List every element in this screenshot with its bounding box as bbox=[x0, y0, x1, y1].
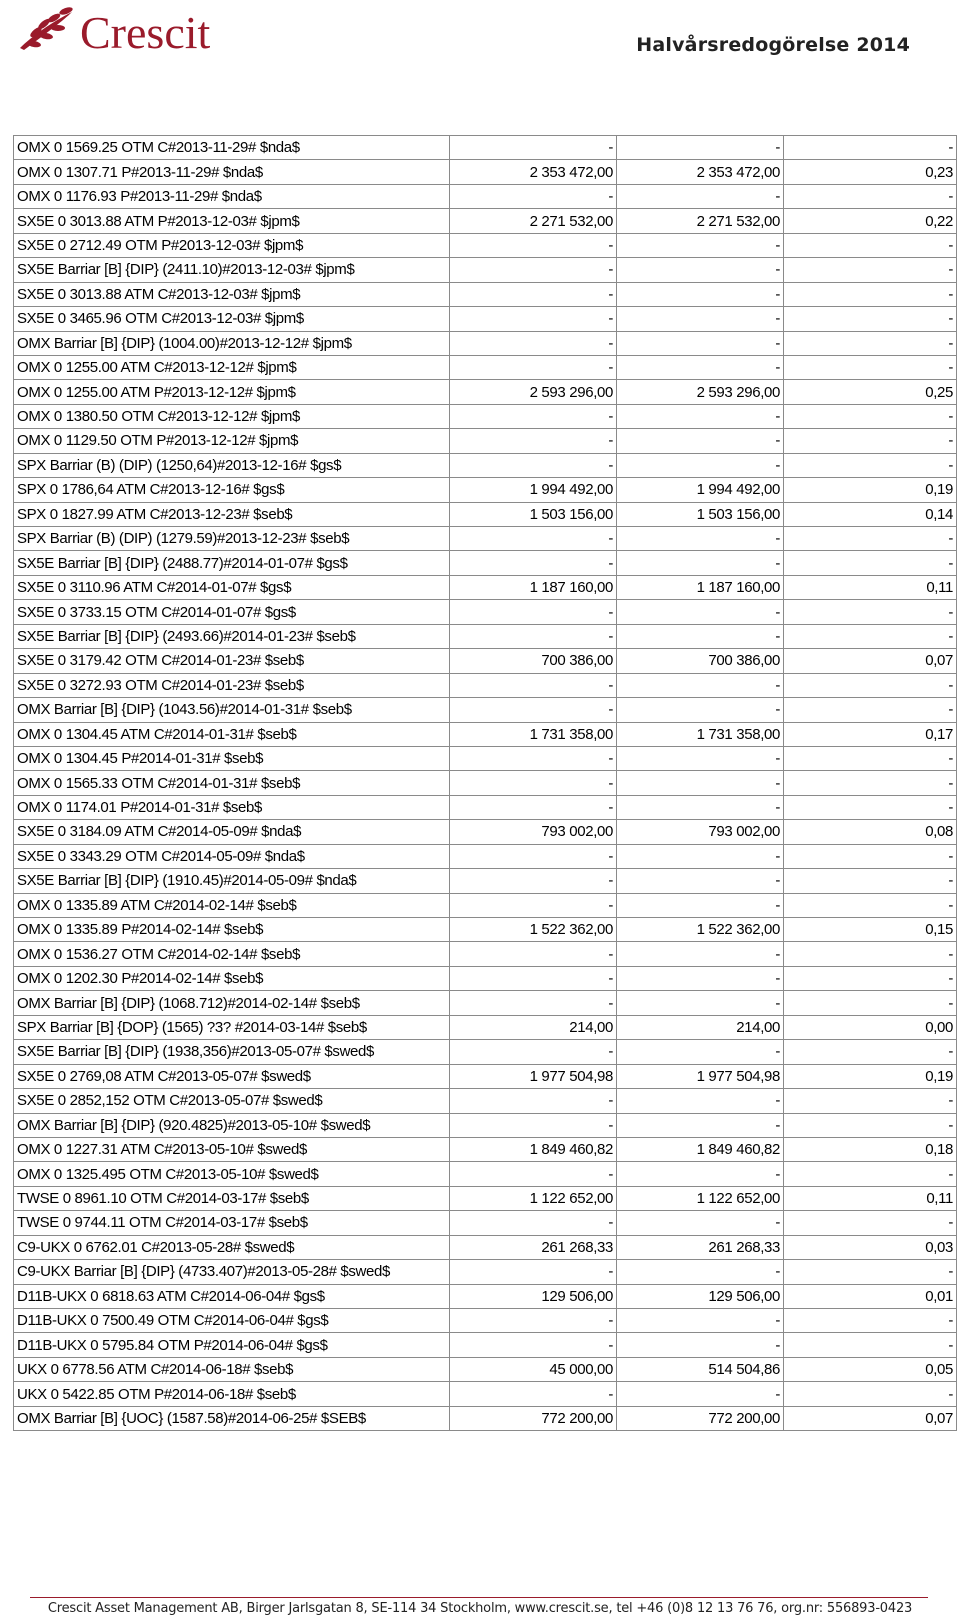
percent-cell: 0,19 bbox=[784, 1064, 957, 1088]
table-row bbox=[14, 600, 957, 624]
value-cell: 2 271 532,00 bbox=[450, 209, 617, 233]
percent-cell: - bbox=[784, 1382, 957, 1406]
market-value-cell: 1 849 460,82 bbox=[617, 1137, 784, 1161]
instrument-cell: OMX 0 1202.30 P#2014-02-14# $seb$ bbox=[14, 966, 450, 990]
value-cell: 1 849 460,82 bbox=[450, 1137, 617, 1161]
percent-cell: 0,03 bbox=[784, 1235, 957, 1259]
table-row bbox=[14, 282, 957, 306]
market-value-cell: - bbox=[617, 869, 784, 893]
table-row bbox=[14, 820, 957, 844]
market-value-cell: 261 268,33 bbox=[617, 1235, 784, 1259]
value-cell: 772 200,00 bbox=[450, 1406, 617, 1430]
table-row bbox=[14, 1309, 957, 1333]
table-row bbox=[14, 502, 957, 526]
table-row bbox=[14, 1015, 957, 1039]
table-row bbox=[14, 991, 957, 1015]
instrument-cell: OMX 0 1380.50 OTM C#2013-12-12# $jpm$ bbox=[14, 404, 450, 428]
market-value-cell: 1 187 160,00 bbox=[617, 575, 784, 599]
instrument-cell: SPX 0 1827.99 ATM C#2013-12-23# $seb$ bbox=[14, 502, 450, 526]
instrument-cell: SX5E 0 3179.42 OTM C#2014-01-23# $seb$ bbox=[14, 649, 450, 673]
table-row bbox=[14, 1064, 957, 1088]
market-value-cell: 1 522 362,00 bbox=[617, 918, 784, 942]
percent-cell: - bbox=[784, 527, 957, 551]
value-cell: - bbox=[450, 429, 617, 453]
percent-cell: - bbox=[784, 404, 957, 428]
market-value-cell: - bbox=[617, 624, 784, 648]
instrument-cell: OMX 0 1536.27 OTM C#2014-02-14# $seb$ bbox=[14, 942, 450, 966]
percent-cell: - bbox=[784, 624, 957, 648]
market-value-cell: - bbox=[617, 698, 784, 722]
holdings-table-body bbox=[14, 136, 957, 1431]
percent-cell: 0,18 bbox=[784, 1137, 957, 1161]
percent-cell: 0,11 bbox=[784, 1186, 957, 1210]
value-cell: - bbox=[450, 1211, 617, 1235]
table-row bbox=[14, 624, 957, 648]
market-value-cell: - bbox=[617, 355, 784, 379]
company-logo bbox=[14, 2, 274, 62]
percent-cell: 0,01 bbox=[784, 1284, 957, 1308]
value-cell: - bbox=[450, 795, 617, 819]
percent-cell: - bbox=[784, 1211, 957, 1235]
instrument-cell: UKX 0 5422.85 OTM P#2014-06-18# $seb$ bbox=[14, 1382, 450, 1406]
table-row bbox=[14, 1113, 957, 1137]
instrument-cell: SX5E 0 3110.96 ATM C#2014-01-07# $gs$ bbox=[14, 575, 450, 599]
percent-cell: 0,07 bbox=[784, 1406, 957, 1430]
value-cell: - bbox=[450, 453, 617, 477]
percent-cell: - bbox=[784, 1260, 957, 1284]
value-cell: 793 002,00 bbox=[450, 820, 617, 844]
instrument-cell: SX5E 0 3465.96 OTM C#2013-12-03# $jpm$ bbox=[14, 307, 450, 331]
instrument-cell: OMX 0 1129.50 OTM P#2013-12-12# $jpm$ bbox=[14, 429, 450, 453]
percent-cell: - bbox=[784, 991, 957, 1015]
value-cell: - bbox=[450, 1089, 617, 1113]
value-cell: - bbox=[450, 698, 617, 722]
value-cell: - bbox=[450, 771, 617, 795]
value-cell: 1 977 504,98 bbox=[450, 1064, 617, 1088]
percent-cell: - bbox=[784, 1089, 957, 1113]
instrument-cell: OMX 0 1304.45 P#2014-01-31# $seb$ bbox=[14, 746, 450, 770]
market-value-cell: 214,00 bbox=[617, 1015, 784, 1039]
percent-cell: 0,14 bbox=[784, 502, 957, 526]
value-cell: 261 268,33 bbox=[450, 1235, 617, 1259]
market-value-cell: - bbox=[617, 527, 784, 551]
percent-cell: - bbox=[784, 844, 957, 868]
market-value-cell: - bbox=[617, 307, 784, 331]
table-row bbox=[14, 942, 957, 966]
value-cell: - bbox=[450, 404, 617, 428]
percent-cell: - bbox=[784, 331, 957, 355]
value-cell: - bbox=[450, 551, 617, 575]
value-cell: 1 122 652,00 bbox=[450, 1186, 617, 1210]
value-cell: 129 506,00 bbox=[450, 1284, 617, 1308]
instrument-cell: SX5E Barriar [B] {DIP} (2488.77)#2014-01-07# $gs$ bbox=[14, 551, 450, 575]
table-row bbox=[14, 160, 957, 184]
market-value-cell: - bbox=[617, 136, 784, 160]
table-row bbox=[14, 673, 957, 697]
value-cell: - bbox=[450, 331, 617, 355]
market-value-cell: 1 503 156,00 bbox=[617, 502, 784, 526]
table-row bbox=[14, 1089, 957, 1113]
value-cell: - bbox=[450, 893, 617, 917]
percent-cell: 0,08 bbox=[784, 820, 957, 844]
market-value-cell: - bbox=[617, 429, 784, 453]
instrument-cell: SX5E 0 3013.88 ATM P#2013-12-03# $jpm$ bbox=[14, 209, 450, 233]
table-row bbox=[14, 893, 957, 917]
table-row bbox=[14, 551, 957, 575]
instrument-cell: D11B-UKX 0 5795.84 OTM P#2014-06-04# $gs$ bbox=[14, 1333, 450, 1357]
value-cell: - bbox=[450, 1113, 617, 1137]
value-cell: - bbox=[450, 1162, 617, 1186]
market-value-cell: - bbox=[617, 1382, 784, 1406]
market-value-cell: - bbox=[617, 673, 784, 697]
market-value-cell: 2 271 532,00 bbox=[617, 209, 784, 233]
market-value-cell: - bbox=[617, 795, 784, 819]
instrument-cell: C9-UKX Barriar [B] {DIP} (4733.407)#2013-05-28# $swed$ bbox=[14, 1260, 450, 1284]
percent-cell: - bbox=[784, 233, 957, 257]
table-row bbox=[14, 1357, 957, 1381]
percent-cell: - bbox=[784, 551, 957, 575]
value-cell: 2 593 296,00 bbox=[450, 380, 617, 404]
instrument-cell: OMX 0 1569.25 OTM C#2013-11-29# $nda$ bbox=[14, 136, 450, 160]
market-value-cell: - bbox=[617, 771, 784, 795]
instrument-cell: OMX 0 1174.01 P#2014-01-31# $seb$ bbox=[14, 795, 450, 819]
value-cell: - bbox=[450, 136, 617, 160]
value-cell: 45 000,00 bbox=[450, 1357, 617, 1381]
instrument-cell: SPX Barriar (B) (DIP) (1250,64)#2013-12-16# $gs$ bbox=[14, 453, 450, 477]
instrument-cell: SX5E 0 2852,152 OTM C#2013-05-07# $swed$ bbox=[14, 1089, 450, 1113]
value-cell: 1 731 358,00 bbox=[450, 722, 617, 746]
percent-cell: - bbox=[784, 771, 957, 795]
table-row bbox=[14, 1333, 957, 1357]
percent-cell: - bbox=[784, 869, 957, 893]
market-value-cell: - bbox=[617, 258, 784, 282]
table-row bbox=[14, 478, 957, 502]
market-value-cell: - bbox=[617, 1309, 784, 1333]
table-row bbox=[14, 746, 957, 770]
value-cell: - bbox=[450, 1040, 617, 1064]
instrument-cell: SX5E 0 2769,08 ATM C#2013-05-07# $swed$ bbox=[14, 1064, 450, 1088]
table-row bbox=[14, 184, 957, 208]
percent-cell: - bbox=[784, 1113, 957, 1137]
logo-text: Crescit bbox=[80, 7, 211, 58]
instrument-cell: SX5E Barriar [B] {DIP} (1938,356)#2013-05-07# $swed$ bbox=[14, 1040, 450, 1064]
percent-cell: 0,05 bbox=[784, 1357, 957, 1381]
value-cell: - bbox=[450, 844, 617, 868]
value-cell: - bbox=[450, 1309, 617, 1333]
percent-cell: 0,22 bbox=[784, 209, 957, 233]
table-row bbox=[14, 575, 957, 599]
market-value-cell: - bbox=[617, 746, 784, 770]
crescit-logo-icon bbox=[14, 2, 274, 62]
table-row bbox=[14, 1162, 957, 1186]
percent-cell: - bbox=[784, 746, 957, 770]
table-row bbox=[14, 1382, 957, 1406]
table-row bbox=[14, 844, 957, 868]
market-value-cell: 1 122 652,00 bbox=[617, 1186, 784, 1210]
instrument-cell: SPX Barriar [B] {DOP} (1565) ?3? #2014-03-14# $seb$ bbox=[14, 1015, 450, 1039]
percent-cell: - bbox=[784, 258, 957, 282]
table-row bbox=[14, 771, 957, 795]
value-cell: - bbox=[450, 1333, 617, 1357]
percent-cell: - bbox=[784, 1309, 957, 1333]
instrument-cell: D11B-UKX 0 6818.63 ATM C#2014-06-04# $gs$ bbox=[14, 1284, 450, 1308]
instrument-cell: OMX Barriar [B] {DIP} (1004.00)#2013-12-12# $jpm$ bbox=[14, 331, 450, 355]
table-row bbox=[14, 331, 957, 355]
percent-cell: - bbox=[784, 453, 957, 477]
table-row bbox=[14, 380, 957, 404]
market-value-cell: - bbox=[617, 1113, 784, 1137]
market-value-cell: 700 386,00 bbox=[617, 649, 784, 673]
value-cell: - bbox=[450, 600, 617, 624]
instrument-cell: SPX 0 1786,64 ATM C#2013-12-16# $gs$ bbox=[14, 478, 450, 502]
market-value-cell: - bbox=[617, 600, 784, 624]
percent-cell: - bbox=[784, 600, 957, 624]
table-row bbox=[14, 1260, 957, 1284]
table-row bbox=[14, 1186, 957, 1210]
market-value-cell: - bbox=[617, 184, 784, 208]
instrument-cell: OMX 0 1255.00 ATM C#2013-12-12# $jpm$ bbox=[14, 355, 450, 379]
value-cell: 214,00 bbox=[450, 1015, 617, 1039]
footer-divider bbox=[30, 1597, 928, 1598]
table-row bbox=[14, 307, 957, 331]
table-row bbox=[14, 453, 957, 477]
value-cell: - bbox=[450, 258, 617, 282]
table-row bbox=[14, 722, 957, 746]
value-cell: - bbox=[450, 355, 617, 379]
market-value-cell: - bbox=[617, 966, 784, 990]
instrument-cell: OMX 0 1335.89 ATM C#2014-02-14# $seb$ bbox=[14, 893, 450, 917]
market-value-cell: 793 002,00 bbox=[617, 820, 784, 844]
table-row bbox=[14, 918, 957, 942]
value-cell: - bbox=[450, 184, 617, 208]
value-cell: - bbox=[450, 307, 617, 331]
value-cell: - bbox=[450, 527, 617, 551]
market-value-cell: - bbox=[617, 233, 784, 257]
market-value-cell: 129 506,00 bbox=[617, 1284, 784, 1308]
market-value-cell: 1 977 504,98 bbox=[617, 1064, 784, 1088]
instrument-cell: SX5E 0 3013.88 ATM C#2013-12-03# $jpm$ bbox=[14, 282, 450, 306]
instrument-cell: SX5E 0 3272.93 OTM C#2014-01-23# $seb$ bbox=[14, 673, 450, 697]
percent-cell: 0,07 bbox=[784, 649, 957, 673]
percent-cell: 0,25 bbox=[784, 380, 957, 404]
market-value-cell: - bbox=[617, 282, 784, 306]
value-cell: - bbox=[450, 1382, 617, 1406]
percent-cell: 0,23 bbox=[784, 160, 957, 184]
table-row bbox=[14, 429, 957, 453]
instrument-cell: OMX 0 1335.89 P#2014-02-14# $seb$ bbox=[14, 918, 450, 942]
market-value-cell: 2 593 296,00 bbox=[617, 380, 784, 404]
instrument-cell: OMX Barriar [B] {DIP} (920.4825)#2013-05-10# $swed$ bbox=[14, 1113, 450, 1137]
table-row bbox=[14, 258, 957, 282]
percent-cell: - bbox=[784, 355, 957, 379]
value-cell: 1 503 156,00 bbox=[450, 502, 617, 526]
instrument-cell: D11B-UKX 0 7500.49 OTM C#2014-06-04# $gs$ bbox=[14, 1309, 450, 1333]
instrument-cell: OMX 0 1227.31 ATM C#2013-05-10# $swed$ bbox=[14, 1137, 450, 1161]
table-row bbox=[14, 649, 957, 673]
instrument-cell: OMX 0 1304.45 ATM C#2014-01-31# $seb$ bbox=[14, 722, 450, 746]
market-value-cell: 1 994 492,00 bbox=[617, 478, 784, 502]
instrument-cell: OMX 0 1176.93 P#2013-11-29# $nda$ bbox=[14, 184, 450, 208]
percent-cell: - bbox=[784, 795, 957, 819]
percent-cell: - bbox=[784, 307, 957, 331]
percent-cell: - bbox=[784, 184, 957, 208]
table-row bbox=[14, 233, 957, 257]
instrument-cell: OMX 0 1325.495 OTM C#2013-05-10# $swed$ bbox=[14, 1162, 450, 1186]
percent-cell: 0,19 bbox=[784, 478, 957, 502]
percent-cell: - bbox=[784, 673, 957, 697]
value-cell: 1 994 492,00 bbox=[450, 478, 617, 502]
market-value-cell: - bbox=[617, 1333, 784, 1357]
table-row bbox=[14, 1235, 957, 1259]
percent-cell: - bbox=[784, 1333, 957, 1357]
market-value-cell: - bbox=[617, 844, 784, 868]
table-row bbox=[14, 1406, 957, 1430]
table-row bbox=[14, 355, 957, 379]
value-cell: - bbox=[450, 966, 617, 990]
market-value-cell: - bbox=[617, 404, 784, 428]
page-footer: Crescit Asset Management AB, Birger Jarlsgatan 8, SE-114 34 Stockholm, www.crescit.se, tel +46 (0)8 12 13 76 76, org.nr: 556893-0423 bbox=[47, 1601, 913, 1616]
table-row bbox=[14, 209, 957, 233]
instrument-cell: SX5E Barriar [B] {DIP} (2411.10)#2013-12-03# $jpm$ bbox=[14, 258, 450, 282]
market-value-cell: - bbox=[617, 453, 784, 477]
percent-cell: - bbox=[784, 1162, 957, 1186]
percent-cell: - bbox=[784, 136, 957, 160]
instrument-cell: SX5E Barriar [B] {DIP} (1910.45)#2014-05-09# $nda$ bbox=[14, 869, 450, 893]
market-value-cell: - bbox=[617, 942, 784, 966]
instrument-cell: SX5E 0 3343.29 OTM C#2014-05-09# $nda$ bbox=[14, 844, 450, 868]
instrument-cell: C9-UKX 0 6762.01 C#2013-05-28# $swed$ bbox=[14, 1235, 450, 1259]
percent-cell: 0,00 bbox=[784, 1015, 957, 1039]
percent-cell: - bbox=[784, 942, 957, 966]
table-row bbox=[14, 1137, 957, 1161]
table-row bbox=[14, 404, 957, 428]
instrument-cell: SX5E 0 2712.49 OTM P#2013-12-03# $jpm$ bbox=[14, 233, 450, 257]
instrument-cell: UKX 0 6778.56 ATM C#2014-06-18# $seb$ bbox=[14, 1357, 450, 1381]
table-row bbox=[14, 698, 957, 722]
percent-cell: 0,17 bbox=[784, 722, 957, 746]
table-row bbox=[14, 795, 957, 819]
market-value-cell: - bbox=[617, 1260, 784, 1284]
value-cell: - bbox=[450, 673, 617, 697]
market-value-cell: 514 504,86 bbox=[617, 1357, 784, 1381]
instrument-cell: OMX 0 1565.33 OTM C#2014-01-31# $seb$ bbox=[14, 771, 450, 795]
value-cell: - bbox=[450, 991, 617, 1015]
table-row bbox=[14, 1040, 957, 1064]
percent-cell: - bbox=[784, 282, 957, 306]
instrument-cell: TWSE 0 8961.10 OTM C#2014-03-17# $seb$ bbox=[14, 1186, 450, 1210]
value-cell: 1 522 362,00 bbox=[450, 918, 617, 942]
instrument-cell: OMX Barriar [B] {DIP} (1068.712)#2014-02-14# $seb$ bbox=[14, 991, 450, 1015]
instrument-cell: OMX 0 1307.71 P#2013-11-29# $nda$ bbox=[14, 160, 450, 184]
value-cell: - bbox=[450, 282, 617, 306]
percent-cell: - bbox=[784, 698, 957, 722]
market-value-cell: 772 200,00 bbox=[617, 1406, 784, 1430]
percent-cell: - bbox=[784, 893, 957, 917]
market-value-cell: - bbox=[617, 1211, 784, 1235]
value-cell: 2 353 472,00 bbox=[450, 160, 617, 184]
value-cell: - bbox=[450, 746, 617, 770]
table-row bbox=[14, 1284, 957, 1308]
document-title: Halvårsredogörelse 2014 bbox=[636, 34, 910, 56]
market-value-cell: - bbox=[617, 551, 784, 575]
instrument-cell: TWSE 0 9744.11 OTM C#2014-03-17# $seb$ bbox=[14, 1211, 450, 1235]
instrument-cell: SX5E Barriar [B] {DIP} (2493.66)#2014-01-23# $seb$ bbox=[14, 624, 450, 648]
value-cell: - bbox=[450, 1260, 617, 1284]
holdings-table bbox=[13, 135, 957, 1431]
market-value-cell: - bbox=[617, 1040, 784, 1064]
table-row bbox=[14, 136, 957, 160]
value-cell: - bbox=[450, 869, 617, 893]
market-value-cell: - bbox=[617, 1162, 784, 1186]
percent-cell: - bbox=[784, 1040, 957, 1064]
table-row bbox=[14, 527, 957, 551]
instrument-cell: OMX Barriar [B] {UOC} (1587.58)#2014-06-25# $SEB$ bbox=[14, 1406, 450, 1430]
percent-cell: - bbox=[784, 429, 957, 453]
instrument-cell: SX5E 0 3733.15 OTM C#2014-01-07# $gs$ bbox=[14, 600, 450, 624]
market-value-cell: - bbox=[617, 991, 784, 1015]
value-cell: 700 386,00 bbox=[450, 649, 617, 673]
percent-cell: 0,11 bbox=[784, 575, 957, 599]
value-cell: - bbox=[450, 624, 617, 648]
instrument-cell: SPX Barriar (B) (DIP) (1279.59)#2013-12-23# $seb$ bbox=[14, 527, 450, 551]
market-value-cell: 2 353 472,00 bbox=[617, 160, 784, 184]
percent-cell: 0,15 bbox=[784, 918, 957, 942]
market-value-cell: - bbox=[617, 331, 784, 355]
instrument-cell: SX5E 0 3184.09 ATM C#2014-05-09# $nda$ bbox=[14, 820, 450, 844]
table-row bbox=[14, 869, 957, 893]
market-value-cell: - bbox=[617, 1089, 784, 1113]
market-value-cell: - bbox=[617, 893, 784, 917]
value-cell: - bbox=[450, 942, 617, 966]
value-cell: - bbox=[450, 233, 617, 257]
market-value-cell: 1 731 358,00 bbox=[617, 722, 784, 746]
percent-cell: - bbox=[784, 966, 957, 990]
table-row bbox=[14, 966, 957, 990]
instrument-cell: OMX 0 1255.00 ATM P#2013-12-12# $jpm$ bbox=[14, 380, 450, 404]
value-cell: 1 187 160,00 bbox=[450, 575, 617, 599]
table-row bbox=[14, 1211, 957, 1235]
instrument-cell: OMX Barriar [B] {DIP} (1043.56)#2014-01-31# $seb$ bbox=[14, 698, 450, 722]
